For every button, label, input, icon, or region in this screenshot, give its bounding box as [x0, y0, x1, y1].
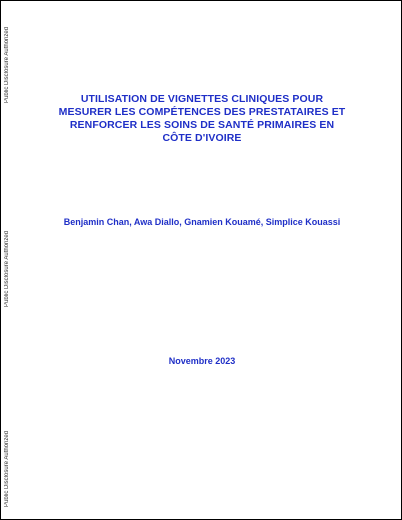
- title-line-2: MESURER LES COMPÉTENCES DES PRESTATAIRES ET: [58, 106, 346, 118]
- title-line-1: UTILISATION DE VIGNETTES CLINIQUES POUR: [80, 93, 324, 105]
- title-line-4: CÔTE D'IVOIRE: [162, 132, 242, 144]
- document-title: [47, 93, 357, 145]
- public-disclosure-label-bottom: Public Disclosure Authorized: [4, 430, 10, 508]
- publication-date: Novembre 2023: [168, 356, 236, 366]
- document-authors: Benjamin Chan, Awa Diallo, Gnamien Kouamé, Simplice Kouassi: [63, 217, 341, 227]
- public-disclosure-label-top: Public Disclosure Authorized: [4, 26, 10, 104]
- title-line-3: RENFORCER LES SOINS DE SANTÉ PRIMAIRES EN: [69, 119, 335, 131]
- public-disclosure-label-middle: Public Disclosure Authorized: [4, 230, 10, 308]
